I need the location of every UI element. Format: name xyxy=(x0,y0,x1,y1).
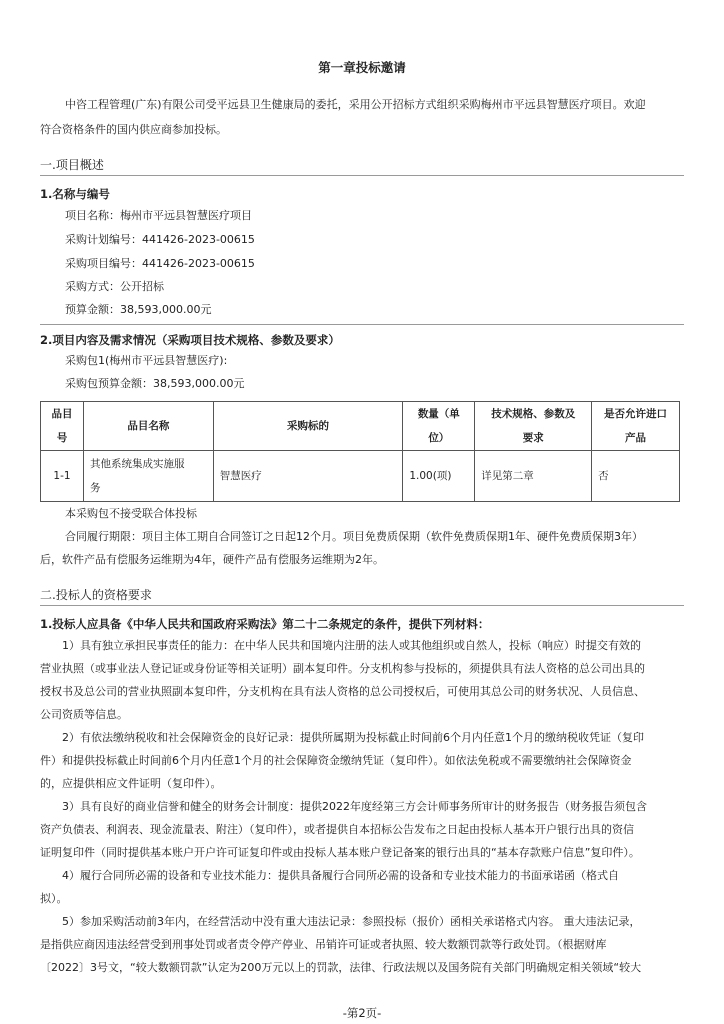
header-cell: 采购标的 xyxy=(213,402,403,451)
table-cell: 其他系统集成实施服 务 xyxy=(83,451,213,502)
subsection-heading: 2.项目内容及需求情况（采购项目技术规格、参数及要求） xyxy=(40,333,340,347)
requirement-line: 1）具有独立承担民事责任的能力：在中华人民共和国境内注册的法人或其他组织或自然人，投标（响应）时提交有效的 xyxy=(62,639,641,652)
requirement-line: 是指供应商因违法经营受到刑事处罚或者责令停产停业、吊销许可证或者执照、较大数额罚款等行政处罚。（根据财库 xyxy=(40,938,607,951)
page-title: 第一章投标邀请 xyxy=(318,60,406,75)
requirement-line: 公司资质等信息。 xyxy=(40,708,128,721)
header-cell: 数量（单 位） xyxy=(403,402,475,451)
table-cell: 1.00(项) xyxy=(403,451,475,502)
page-number: -第2页- xyxy=(342,1006,382,1020)
section-divider xyxy=(40,324,684,325)
info-line: 采购项目编号：441426-2023-00615 xyxy=(65,257,255,270)
table-cell: 详见第二章 xyxy=(475,451,592,502)
intro-line: 符合资格条件的国内供应商参加投标。 xyxy=(40,123,227,136)
requirement-line: 2）有依法缴纳税收和社会保障资金的良好记录：提供所属期为投标截止时间前6个月内任意1个月的缴纳税收凭证（复印 xyxy=(62,731,644,744)
note-line: 本采购包不接受联合体投标 xyxy=(65,507,197,520)
requirement-line: 〔2022〕3号文，“较大数额罚款”认定为200万元以上的罚款，法律、行政法规以及国务院有关部门明确规定相关领域“较大 xyxy=(40,961,642,974)
requirement-line: 营业执照（或事业法人登记证或身份证等相关证明）副本复印件。分支机构参与投标的，须提供具有法人资格的总公司出具的 xyxy=(40,662,645,675)
note-line: 合同履行期限：项目主体工期自合同签订之日起12个月。项目免费质保期（软件免费质保期1年、硬件免费质保期3年） xyxy=(65,530,643,543)
section-divider xyxy=(40,605,684,606)
info-line: 采购计划编号：441426-2023-00615 xyxy=(65,233,255,246)
requirement-line: 资产负债表、利润表、现金流量表、附注）（复印件），或者提供自本招标公告发布之日起由投标人基本开户银行出具的资信 xyxy=(40,823,634,836)
intro-line: 中咨工程管理(广东)有限公司受平远县卫生健康局的委托，采用公开招标方式组织采购梅州市平远县智慧医疗项目。欢迎 xyxy=(65,98,646,111)
info-line: 项目名称：梅州市平远县智慧医疗项目 xyxy=(65,209,252,222)
table-cell: 否 xyxy=(592,451,680,502)
info-line: 采购包预算金额：38,593,000.00元 xyxy=(65,377,245,390)
info-line: 采购包1(梅州市平远县智慧医疗): xyxy=(65,354,228,367)
requirement-line: 4）履行合同所必需的设备和专业技术能力：提供具备履行合同所必需的设备和专业技术能力的书面承诺函（格式自 xyxy=(62,869,619,882)
requirement-line: 的，应提供相应文件证明（复印件）。 xyxy=(40,777,222,790)
note-line: 后，软件产品有偿服务运维期为4年，硬件产品有偿服务运维期为2年。 xyxy=(40,553,384,566)
info-line: 采购方式：公开招标 xyxy=(65,280,164,293)
header-cell: 品目名称 xyxy=(83,402,213,451)
info-line: 预算金额：38,593,000.00元 xyxy=(65,303,212,316)
section-heading: 二.投标人的资格要求 xyxy=(40,588,152,602)
section-heading: 一.项目概述 xyxy=(40,158,104,172)
requirement-line: 3）具有良好的商业信誉和健全的财务会计制度：提供2022年度经第三方会计师事务所审计的财务报告（财务报告须包含 xyxy=(62,800,647,813)
procurement-table xyxy=(40,401,680,502)
requirement-line: 拟）。 xyxy=(40,892,68,905)
requirement-line: 授权书及总公司的营业执照副本复印件，分支机构在具有法人资格的总公司授权后，可使用其总公司的财务状况、人员信息、 xyxy=(40,685,645,698)
table-header-row xyxy=(41,402,680,451)
subsection-heading: 1.名称与编号 xyxy=(40,187,110,201)
header-cell: 技术规格、参数及 要求 xyxy=(475,402,592,451)
subsection-heading: 1.投标人应具备《中华人民共和国政府采购法》第二十二条规定的条件，提供下列材料： xyxy=(40,617,490,631)
table-row xyxy=(41,451,680,502)
header-cell: 是否允许进口 产品 xyxy=(592,402,680,451)
header-cell: 品目 号 xyxy=(41,402,84,451)
requirement-line: 件）和提供投标截止时间前6个月内任意1个月的社会保障资金缴纳凭证（复印件）。如依法免税或不需要缴纳社会保障资金 xyxy=(40,754,632,767)
requirement-line: 证明复印件（同时提供基本账户开户许可证复印件或由投标人基本账户登记备案的银行出具的“基本存款账户信息”复印件）。 xyxy=(40,846,640,859)
table-cell: 1-1 xyxy=(41,451,84,502)
requirement-line: 5）参加采购活动前3年内，在经营活动中没有重大违法记录：参照投标（报价）函相关承诺格式内容。 重大违法记录， xyxy=(62,915,641,928)
section-divider xyxy=(40,175,684,176)
table-cell: 智慧医疗 xyxy=(213,451,403,502)
